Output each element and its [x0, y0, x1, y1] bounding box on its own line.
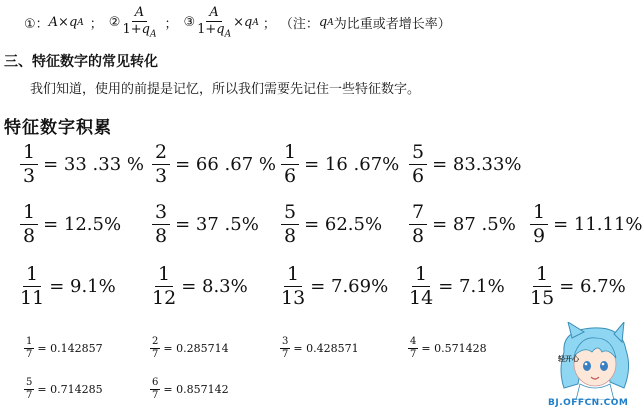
- fraction: [409, 143, 427, 186]
- denominator: 3: [23, 165, 36, 187]
- mascot-label: 轻开心: [558, 355, 579, 363]
- denominator: 11: [20, 287, 45, 309]
- times-sign: ×: [58, 15, 69, 31]
- numerator: 1: [281, 143, 299, 165]
- percent-value: = 37 .5%: [175, 214, 259, 235]
- denominator: 8: [155, 225, 168, 247]
- intro-text: 我们知道，使用的前提是记忆，所以我们需要先记住一些特征数字。: [30, 82, 421, 97]
- fraction-equation: [281, 203, 382, 246]
- denominator: 15: [530, 287, 555, 309]
- fraction: [408, 337, 418, 360]
- numerator: 4: [410, 336, 417, 347]
- numerator: 1: [533, 265, 551, 287]
- fraction-3-denominator: [197, 22, 231, 40]
- percent-value: = 6.7%: [559, 276, 626, 297]
- numerator: 3: [152, 203, 170, 225]
- fraction: [280, 337, 290, 360]
- note-var-q-sub: A: [327, 17, 334, 28]
- fraction-equation: [152, 203, 259, 246]
- separator: ；: [89, 17, 103, 33]
- denominator: 7: [152, 390, 159, 401]
- numerator: 3: [282, 336, 289, 347]
- decimal-value: = 0.714285: [37, 383, 103, 396]
- numerator: 1: [20, 143, 38, 165]
- numerator: 1: [26, 336, 33, 347]
- numerator: 5: [26, 377, 33, 388]
- fraction: [281, 143, 299, 186]
- percent-value: = 87 .5%: [432, 214, 516, 235]
- percent-value: = 9.1%: [49, 276, 116, 297]
- fraction-equation: [409, 265, 505, 308]
- denominator: 6: [412, 165, 425, 187]
- denominator: 6: [284, 165, 297, 187]
- fraction: [409, 265, 433, 308]
- small-fraction-equation: [408, 337, 487, 360]
- mascot-image: [552, 322, 644, 404]
- decimal-value: = 0.857142: [163, 383, 229, 396]
- fraction-equation: [20, 143, 144, 186]
- percent-value: = 8.3%: [181, 276, 248, 297]
- fraction-2-denominator: [122, 22, 156, 40]
- var-a: A: [48, 15, 59, 31]
- denominator: 8: [23, 225, 36, 247]
- denominator: 7: [26, 349, 33, 360]
- den-prefix: 1+: [122, 21, 142, 37]
- denominator: 12: [152, 287, 177, 309]
- decimal-value: = 0.142857: [37, 342, 103, 355]
- fraction: [20, 203, 38, 246]
- fraction-equation: [281, 265, 388, 308]
- denominator: 8: [284, 225, 297, 247]
- var-q: q: [68, 15, 78, 31]
- percent-value: = 62.5%: [304, 214, 383, 235]
- denominator: 7: [26, 390, 33, 401]
- fraction-2: [122, 6, 156, 40]
- fraction-3-numerator: A: [206, 6, 221, 22]
- block-title: 特征数字积累: [4, 118, 112, 138]
- var-q-sub: A: [252, 17, 259, 28]
- denominator: 9: [533, 225, 546, 247]
- watermark-text: BJ.OFFCN.COM: [548, 398, 629, 408]
- fraction-equation: [20, 203, 121, 246]
- den-prefix: 1+: [197, 21, 217, 37]
- percent-value: = 83.33%: [432, 154, 522, 175]
- denominator: 7: [152, 349, 159, 360]
- decimal-value: = 0.428571: [293, 342, 359, 355]
- percent-value: = 33 .33 %: [43, 154, 144, 175]
- note-var-q: q: [318, 15, 328, 31]
- den-q: q: [141, 21, 150, 37]
- marker-2: ②: [108, 15, 121, 31]
- decimal-value: = 0.285714: [163, 342, 229, 355]
- numerator: 1: [530, 203, 548, 225]
- percent-value: = 66 .67 %: [175, 154, 276, 175]
- denominator: 14: [409, 287, 434, 309]
- small-fraction-equation: [150, 378, 229, 401]
- var-q: q: [244, 15, 253, 31]
- var-q-sub: A: [77, 17, 84, 28]
- fraction: [24, 337, 34, 360]
- fraction: [530, 203, 548, 246]
- fraction-equation: [20, 265, 116, 308]
- fraction: [152, 143, 170, 186]
- small-fraction-equation: [24, 337, 103, 360]
- percent-value: = 7.1%: [438, 276, 505, 297]
- numerator: 1: [412, 265, 430, 287]
- separator: ；: [262, 17, 276, 33]
- fraction-2-numerator: A: [132, 6, 147, 22]
- fraction-equation: [152, 265, 248, 308]
- small-fraction-equation: [150, 337, 229, 360]
- numerator: 7: [409, 203, 427, 225]
- percent-value: = 12.5%: [43, 214, 122, 235]
- numerator: 1: [23, 265, 41, 287]
- denominator: 3: [155, 165, 168, 187]
- denominator: 7: [282, 349, 289, 360]
- times-sign: ×: [233, 15, 245, 31]
- percent-value: = 7.69%: [310, 276, 389, 297]
- numerator: 1: [20, 203, 38, 225]
- numerator: 6: [152, 377, 159, 388]
- fraction-equation: [281, 143, 399, 186]
- fraction: [152, 203, 170, 246]
- fraction: [530, 265, 554, 308]
- fraction-3: [197, 6, 231, 40]
- fraction-equation: [409, 143, 522, 186]
- den-q-sub: A: [224, 29, 232, 40]
- fraction-equation: [530, 203, 643, 246]
- fraction-equation: [409, 203, 516, 246]
- fraction: [150, 378, 160, 401]
- numerator: 5: [409, 143, 427, 165]
- fraction: [20, 265, 44, 308]
- den-q-sub: A: [149, 29, 157, 40]
- note-prefix: （注：: [279, 17, 319, 33]
- percent-value: = 16 .67%: [304, 154, 400, 175]
- section-heading: 三、特征数字的常见转化: [4, 54, 158, 70]
- small-fraction-equation: [280, 337, 359, 360]
- note-suffix: 为比重或者增长率）: [333, 17, 451, 33]
- denominator: 7: [410, 349, 417, 360]
- percent-value: = 11.11%: [553, 214, 643, 235]
- denominator: 13: [281, 287, 306, 309]
- marker-1: ①：: [24, 17, 49, 33]
- formula-line: [24, 6, 451, 40]
- denominator: 8: [412, 225, 425, 247]
- small-fraction-equation: [24, 378, 103, 401]
- den-q: q: [216, 21, 225, 37]
- numerator: 1: [155, 265, 173, 287]
- fraction: [409, 203, 427, 246]
- numerator: 2: [152, 143, 170, 165]
- separator: ；: [164, 17, 178, 33]
- fraction: [281, 265, 305, 308]
- fraction: [150, 337, 160, 360]
- fraction-equation: [152, 143, 276, 186]
- fraction: [152, 265, 176, 308]
- fraction: [20, 143, 38, 186]
- decimal-value: = 0.571428: [421, 342, 487, 355]
- numerator: 1: [284, 265, 302, 287]
- marker-3: ③: [183, 15, 196, 31]
- numerator: 5: [281, 203, 299, 225]
- fraction: [281, 203, 299, 246]
- fraction: [24, 378, 34, 401]
- fraction-equation: [530, 265, 626, 308]
- numerator: 2: [152, 336, 159, 347]
